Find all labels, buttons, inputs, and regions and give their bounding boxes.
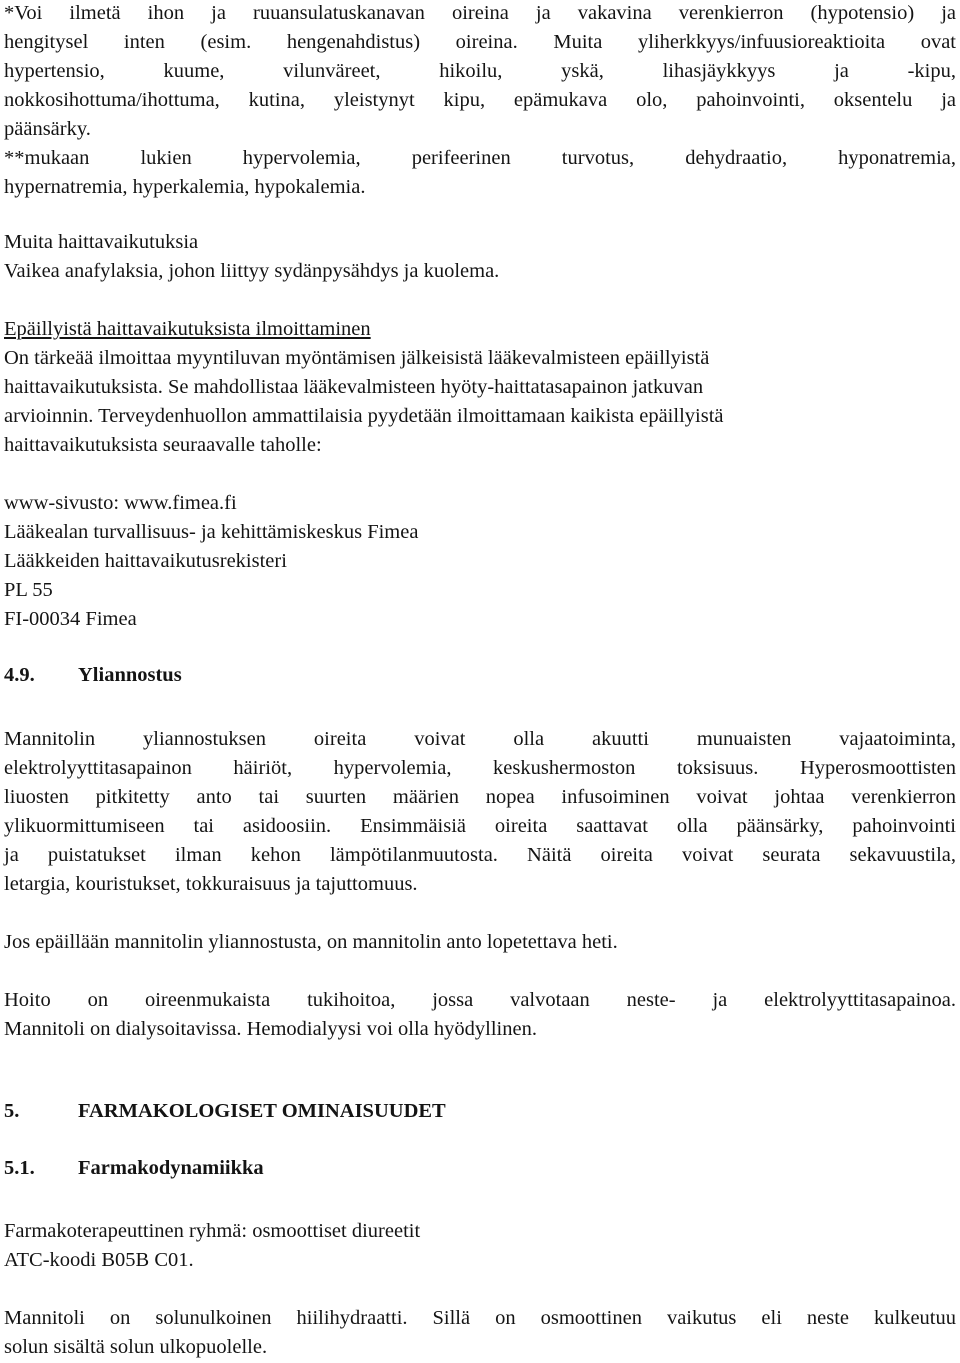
address-line: www-sivusto: www.fimea.fi [4,492,237,514]
address-line: Lääkealan turvallisuus- ja kehittämiskeskus Fimea [4,521,419,543]
address-line: PL 55 [4,579,53,601]
other-effects-heading: Muita haittavaikutuksia [4,231,199,253]
reporting-line: haittavaikutuksista seuraavalle taholle: [4,434,322,456]
overdose-line: letargia, kouristukset, tokkuraisuus ja tajuttomuus. [4,873,418,895]
address-line: Lääkkeiden haittavaikutusrekisteri [4,550,287,572]
footnote-line: *Voi ilmetä ihon ja ruuansulatuskanavan oireina ja vakavina verenkierron (hypotensio) ja [4,2,956,24]
section-heading-pharmacodynamics [4,1155,264,1181]
reporting-line: On tärkeää ilmoittaa myyntiluvan myöntämisen jälkeisistä lääkevalmisteen epäillyistä [4,347,710,369]
footnote-line: **mukaan lukien hypervolemia, perifeerinen turvotus, dehydraatio, hyponatremia, [4,147,956,169]
section-heading-pharmacology [4,1098,446,1124]
section-number: 5. [4,1100,20,1122]
address-line: FI-00034 Fimea [4,608,137,630]
overdose-line: Hoito on oireenmukaista tukihoitoa, jossa valvotaan neste- ja elektrolyyttitasapainoa. [4,989,956,1011]
reporting-line: haittavaikutuksista. Se mahdollistaa lääkevalmisteen hyöty-haittatasapainon jatkuvan [4,376,704,398]
footnote-line: nokkosihottuma/ihottuma, kutina, yleistynyt kipu, epämukava olo, pahoinvointi, oksentelu ja [4,89,956,111]
section-title: FARMAKOLOGISET OMINAISUUDET [78,1100,446,1122]
overdose-line: Jos epäillään mannitolin yliannostusta, on mannitolin anto lopetettava heti. [4,931,618,953]
footnote-line: päänsärky. [4,118,91,140]
section-number: 4.9. [4,664,35,686]
other-effects-text: Vaikea anafylaksia, johon liittyy sydänpysähdys ja kuolema. [4,260,500,282]
footnote-line: hengitysel inten (esim. hengenahdistus) oireina. Muita yliherkkyys/infuusioreaktioita ovat [4,31,956,53]
overdose-line: liuosten pitkitetty anto tai suurten määrien nopea infusoiminen voivat johtaa verenkierron [4,786,956,808]
pharmacodynamics-line: Mannitoli on solunulkoinen hiilihydraatti. Sillä on osmoottinen vaikutus eli neste kulkeutuu [4,1307,956,1329]
overdose-line: ja puistatukset ilman kehon lämpötilanmuutosta. Näitä oireita voivat seurata sekavuustila, [4,844,956,866]
overdose-line: Mannitoli on dialysoitavissa. Hemodialyysi voi olla hyödyllinen. [4,1018,537,1040]
reporting-heading: Epäillyistä haittavaikutuksista ilmoittaminen [4,318,371,340]
reporting-line: arvioinnin. Terveydenhuollon ammattilaisia pyydetään ilmoittamaan kaikista epäillyistä [4,405,724,427]
section-title: Farmakodynamiikka [78,1157,264,1179]
overdose-line: Mannitolin yliannostuksen oireita voivat olla akuutti munuaisten vajaatoiminta, [4,728,956,750]
overdose-line: ylikuormittumiseen tai asidoosiin. Ensimmäisiä oireita saattavat olla päänsärky, pahoinvointi [4,815,956,837]
pharmaco-group: Farmakoterapeuttinen ryhmä: osmoottiset diureetit [4,1220,421,1242]
section-heading-overdose [4,662,182,688]
section-title: Yliannostus [78,664,182,686]
atc-code: ATC-koodi B05B C01. [4,1249,194,1271]
footnote-line: hypertensio, kuume, vilunväreet, hikoilu, yskä, lihasjäykkyys ja -kipu, [4,60,956,82]
footnote-line: hypernatremia, hyperkalemia, hypokalemia. [4,176,366,198]
overdose-line: elektrolyyttitasapainon häiriöt, hypervolemia, keskushermoston toksisuus. Hyperosmoottisten [4,757,956,779]
section-number: 5.1. [4,1157,35,1179]
pharmacodynamics-line: solun sisältä solun ulkopuolelle. [4,1336,268,1358]
